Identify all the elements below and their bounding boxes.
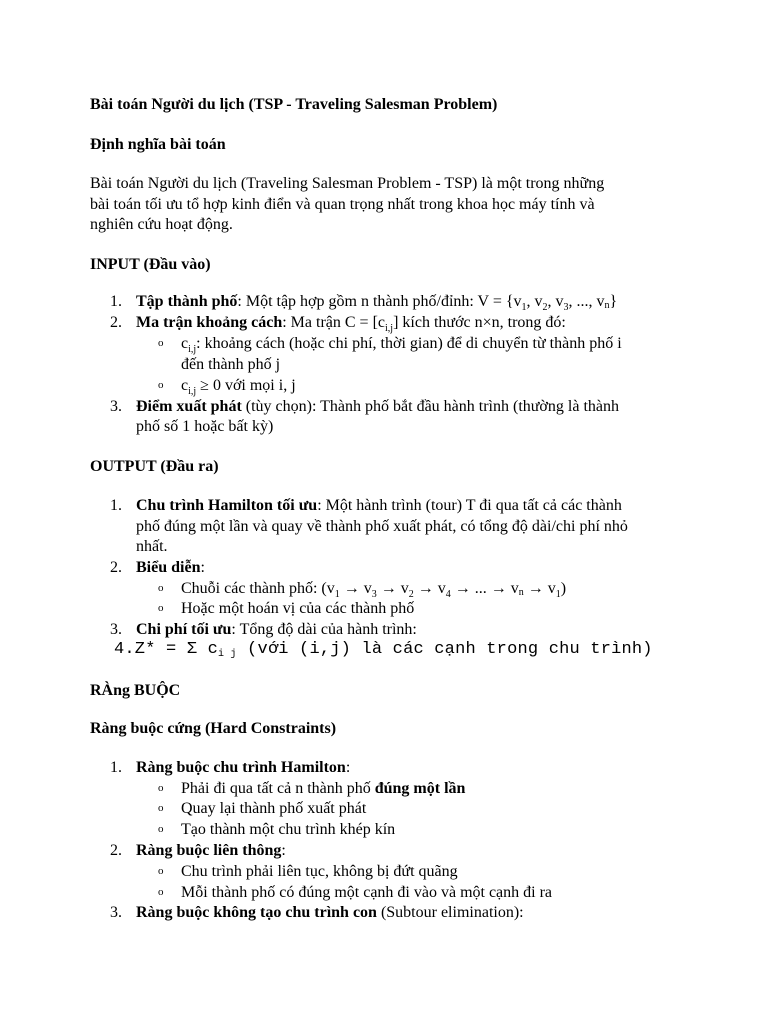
output-item-2-bullet-2: Hoặc một hoán vị của các thành phố: [181, 600, 415, 617]
constraint-item-3-text: (Subtour elimination):: [376, 904, 524, 921]
input-item-2-term: Ma trận khoảng cách: [136, 314, 283, 331]
bullet-marker: o: [158, 802, 164, 814]
input-item-3-text: (tùy chọn): Thành phố bắt đầu hành trình (thường là thành: [241, 398, 619, 415]
bullet-text: Phải đi qua tất cả n thành phố: [181, 780, 375, 797]
input-item-2-text: : Ma trận C = [c: [282, 314, 386, 331]
constraint-item-1-bullet-2: Quay lại thành phố xuất phát: [181, 800, 367, 817]
bullet-marker: o: [158, 865, 164, 877]
constraint-item-2-bullet-2: Mỗi thành phố có đúng một cạnh đi vào và một cạnh đi ra: [181, 884, 553, 901]
constraint-item-3-term: Ràng buộc không tạo chu trình con: [136, 904, 377, 921]
definition-paragraph-line-2: bài toán tối ưu tổ hợp kinh điển và quan trọng nhất trong khoa học máy tính và: [90, 196, 595, 213]
bullet-emphasis: đúng một lần: [374, 780, 466, 797]
output-item-3: [136, 619, 417, 640]
output-item-1-line-3: nhất.: [136, 538, 168, 555]
sequence-text: → v: [339, 580, 372, 597]
constraint-item-3-number: 3.: [110, 904, 122, 921]
definition-paragraph-line-1: Bài toán Người du lịch (Traveling Salesman Problem - TSP) là một trong những: [90, 175, 605, 192]
bullet-marker: o: [158, 379, 164, 391]
subscript: 1: [521, 302, 527, 314]
output-item-3-term: Chi phí tối ưu: [136, 621, 232, 638]
constraint-item-2-term: Ràng buộc liên thông: [136, 842, 282, 859]
constraint-item-2-number: 2.: [110, 842, 122, 859]
input-item-2-bullet-1-line-2: đến thành phố j: [181, 356, 281, 373]
constraint-item-1-number: 1.: [110, 759, 122, 776]
bullet-marker: o: [158, 582, 164, 594]
subscript: n: [518, 587, 524, 598]
input-item-1-term: Tập thành phố: [136, 293, 238, 310]
colon: :: [200, 559, 205, 576]
subscript: i,j: [188, 344, 197, 356]
constraint-item-1-bullet-1: [181, 778, 465, 799]
sequence-text: → v: [523, 580, 556, 597]
sequence-text: ): [560, 580, 567, 597]
constraint-item-1-term: Ràng buộc chu trình Hamilton: [136, 759, 346, 776]
output-item-1: [136, 495, 622, 516]
sequence-text: → ... → v: [450, 580, 519, 597]
constraint-item-3: [136, 902, 524, 923]
input-item-2-text-2: ] kích thước n×n, trong đó:: [393, 314, 566, 331]
bullet-marker: o: [158, 823, 164, 835]
document-title: Bài toán Người du lịch (TSP - Traveling Salesman Problem): [90, 96, 498, 113]
output-item-3-text: : Tổng độ dài của hành trình:: [231, 621, 417, 638]
input-item-1-text: : Một tập hợp gồm n thành phố/đỉnh: V = {v: [237, 293, 522, 310]
bullet-text: : khoảng cách (hoặc chi phí, thời gian) để di chuyển từ thành phố i: [196, 335, 622, 352]
output-item-1-number: 1.: [110, 497, 122, 514]
input-item-2-number: 2.: [110, 314, 122, 331]
output-item-1-line-2: phố đúng một lần và quay về thành phố xuất phát, có tổng độ dài/chi phí nhỏ: [136, 518, 628, 535]
subscript: 2: [542, 302, 548, 314]
bullet-text: ≥ 0 với mọi i, j: [196, 377, 296, 394]
input-item-3-number: 3.: [110, 398, 122, 415]
bullet-marker: o: [158, 782, 164, 794]
subscript: 1: [334, 589, 340, 601]
sequence-text: → v: [413, 580, 446, 597]
constraint-item-2: [136, 840, 286, 861]
output-item-3-number: 3.: [110, 621, 122, 638]
colon: :: [345, 759, 351, 776]
input-item-1-number: 1.: [110, 293, 122, 310]
input-heading: INPUT (Đầu vào): [90, 256, 211, 273]
input-item-3-term: Điểm xuất phát: [136, 398, 242, 415]
input-item-3: [136, 396, 619, 417]
subscript: i j: [218, 649, 237, 660]
input-item-1-text-3: , v: [547, 293, 564, 310]
output-heading: OUTPUT (Đầu ra): [90, 458, 219, 475]
colon: :: [281, 842, 286, 859]
c-symbol: c: [181, 377, 189, 394]
subscript: 3: [563, 302, 569, 314]
subscript: 1: [555, 589, 561, 601]
subscript: n: [604, 300, 610, 311]
subscript: 3: [371, 589, 377, 601]
definition-heading: Định nghĩa bài toán: [90, 136, 226, 153]
constraint-item-2-bullet-1: Chu trình phải liên tục, không bị đứt quãng: [181, 863, 458, 880]
input-item-3-line-2: phố số 1 hoặc bất kỳ): [136, 418, 274, 435]
formula-text: 4.Z* = Σ c: [114, 640, 219, 659]
constraints-heading: RÀng BUỘC: [90, 682, 181, 699]
input-item-1-text-4: , ..., v: [568, 293, 605, 310]
bullet-marker: o: [158, 602, 164, 614]
constraint-item-1-bullet-3: Tạo thành một chu trình khép kín: [181, 821, 396, 838]
hard-constraints-heading: Ràng buộc cứng (Hard Constraints): [90, 720, 337, 737]
sequence-text: Chuỗi các thành phố: (v: [181, 580, 335, 597]
bullet-marker: o: [158, 337, 164, 349]
cost-formula: [114, 639, 653, 665]
subscript: i,j: [385, 323, 394, 335]
output-item-2: [136, 557, 205, 578]
bullet-marker: o: [158, 886, 164, 898]
output-item-2-number: 2.: [110, 559, 122, 576]
definition-paragraph-line-3: nghiên cứu hoạt động.: [90, 216, 233, 233]
sequence-text: → v: [376, 580, 409, 597]
subscript: 4: [445, 589, 451, 601]
subscript: 2: [408, 589, 414, 601]
constraint-item-1: [136, 757, 350, 778]
c-symbol: c: [181, 335, 189, 352]
output-item-1-term: Chu trình Hamilton tối ưu: [136, 497, 318, 514]
output-item-2-term: Biểu diễn: [136, 559, 201, 576]
formula-text: (với (i,j) là các cạnh trong chu trình): [236, 640, 653, 659]
input-item-1-end: }: [609, 293, 618, 310]
subscript: i,j: [188, 386, 197, 398]
input-item-1-text-2: , v: [526, 293, 543, 310]
output-item-1-text: : Một hành trình (tour) T đi qua tất cả các thành: [317, 497, 622, 514]
